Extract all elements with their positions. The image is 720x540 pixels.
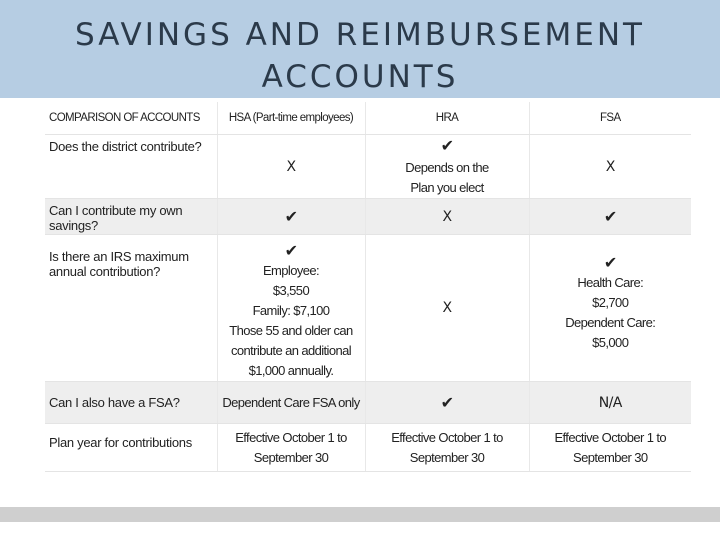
table-row — [45, 424, 691, 472]
table-row — [45, 235, 691, 382]
check-icon: ✔ — [603, 253, 617, 272]
x-mark: X — [442, 208, 452, 225]
fsa-limit-line: $2,700 — [592, 295, 629, 310]
plan-year-line: Effective October 1 to — [554, 429, 667, 445]
table-row — [45, 199, 691, 235]
hsa-limit-line: $1,000 annually. — [248, 363, 334, 378]
column-header-hra: HRA — [365, 102, 529, 135]
row-question: Does the district contribute? — [45, 135, 217, 199]
table-header-row — [45, 102, 691, 135]
check-icon: ✔ — [440, 135, 454, 155]
fsa-cell — [529, 424, 691, 472]
hra-cell — [365, 424, 529, 472]
fsa-cell — [529, 235, 691, 382]
column-header-comparison: COMPARISON OF ACCOUNTS — [45, 102, 217, 135]
hra-cell — [365, 382, 529, 424]
hsa-limit-line: contribute an additional — [230, 343, 352, 358]
hra-cell — [365, 135, 529, 199]
plan-year-line: Effective October 1 to — [235, 429, 347, 445]
hsa-cell — [217, 199, 365, 235]
plan-year-line: Effective October 1 to — [391, 429, 503, 445]
fsa-cell — [529, 382, 691, 424]
row-question: Plan year for contributions — [45, 424, 217, 472]
x-mark: X — [442, 300, 452, 316]
hsa-cell — [217, 135, 365, 199]
hra-cell — [365, 199, 529, 235]
x-mark: X — [286, 158, 296, 175]
x-mark: X — [605, 158, 615, 175]
fsa-limit-line: Dependent Care: — [565, 315, 656, 330]
plan-year-line: September 30 — [573, 449, 648, 465]
hsa-cell: Dependent Care FSA only — [217, 382, 365, 424]
na-value: N/A — [598, 394, 622, 411]
check-icon: ✔ — [440, 392, 454, 412]
hsa-limit-line: Employee: — [262, 263, 320, 278]
comparison-table — [45, 102, 691, 472]
fsa-limit-line: Health Care: — [577, 275, 644, 290]
plan-year-line: September 30 — [253, 449, 329, 465]
row-question: Can I also have a FSA? — [45, 382, 217, 424]
hsa-limit-line: Family: $7,100 — [252, 303, 330, 318]
hra-note: Depends on the Plan you elect — [405, 159, 489, 195]
fsa-cell — [529, 135, 691, 199]
table-row — [45, 382, 691, 424]
hra-cell — [365, 235, 529, 382]
hsa-limit-line: Those 55 and older can — [229, 323, 353, 338]
page-title: SAVINGS AND REIMBURSEMENT ACCOUNTS — [75, 17, 645, 95]
fsa-cell — [529, 199, 691, 235]
check-icon: ✔ — [603, 206, 617, 226]
hsa-cell — [217, 424, 365, 472]
table-row — [45, 135, 691, 199]
hsa-limit-line: $3,550 — [272, 283, 310, 298]
column-header-hsa: HSA (Part-time employees) — [217, 102, 365, 135]
row-question: Can I contribute my own savings? — [45, 199, 217, 235]
check-icon: ✔ — [284, 241, 298, 260]
row-question: Is there an IRS maximum annual contribution? — [45, 235, 217, 382]
check-icon: ✔ — [284, 206, 298, 226]
footer-bar — [0, 507, 720, 522]
plan-year-line: September 30 — [409, 449, 485, 465]
column-header-fsa: FSA — [529, 102, 691, 135]
fsa-limit-line: $5,000 — [592, 335, 629, 350]
hsa-cell — [217, 235, 365, 382]
